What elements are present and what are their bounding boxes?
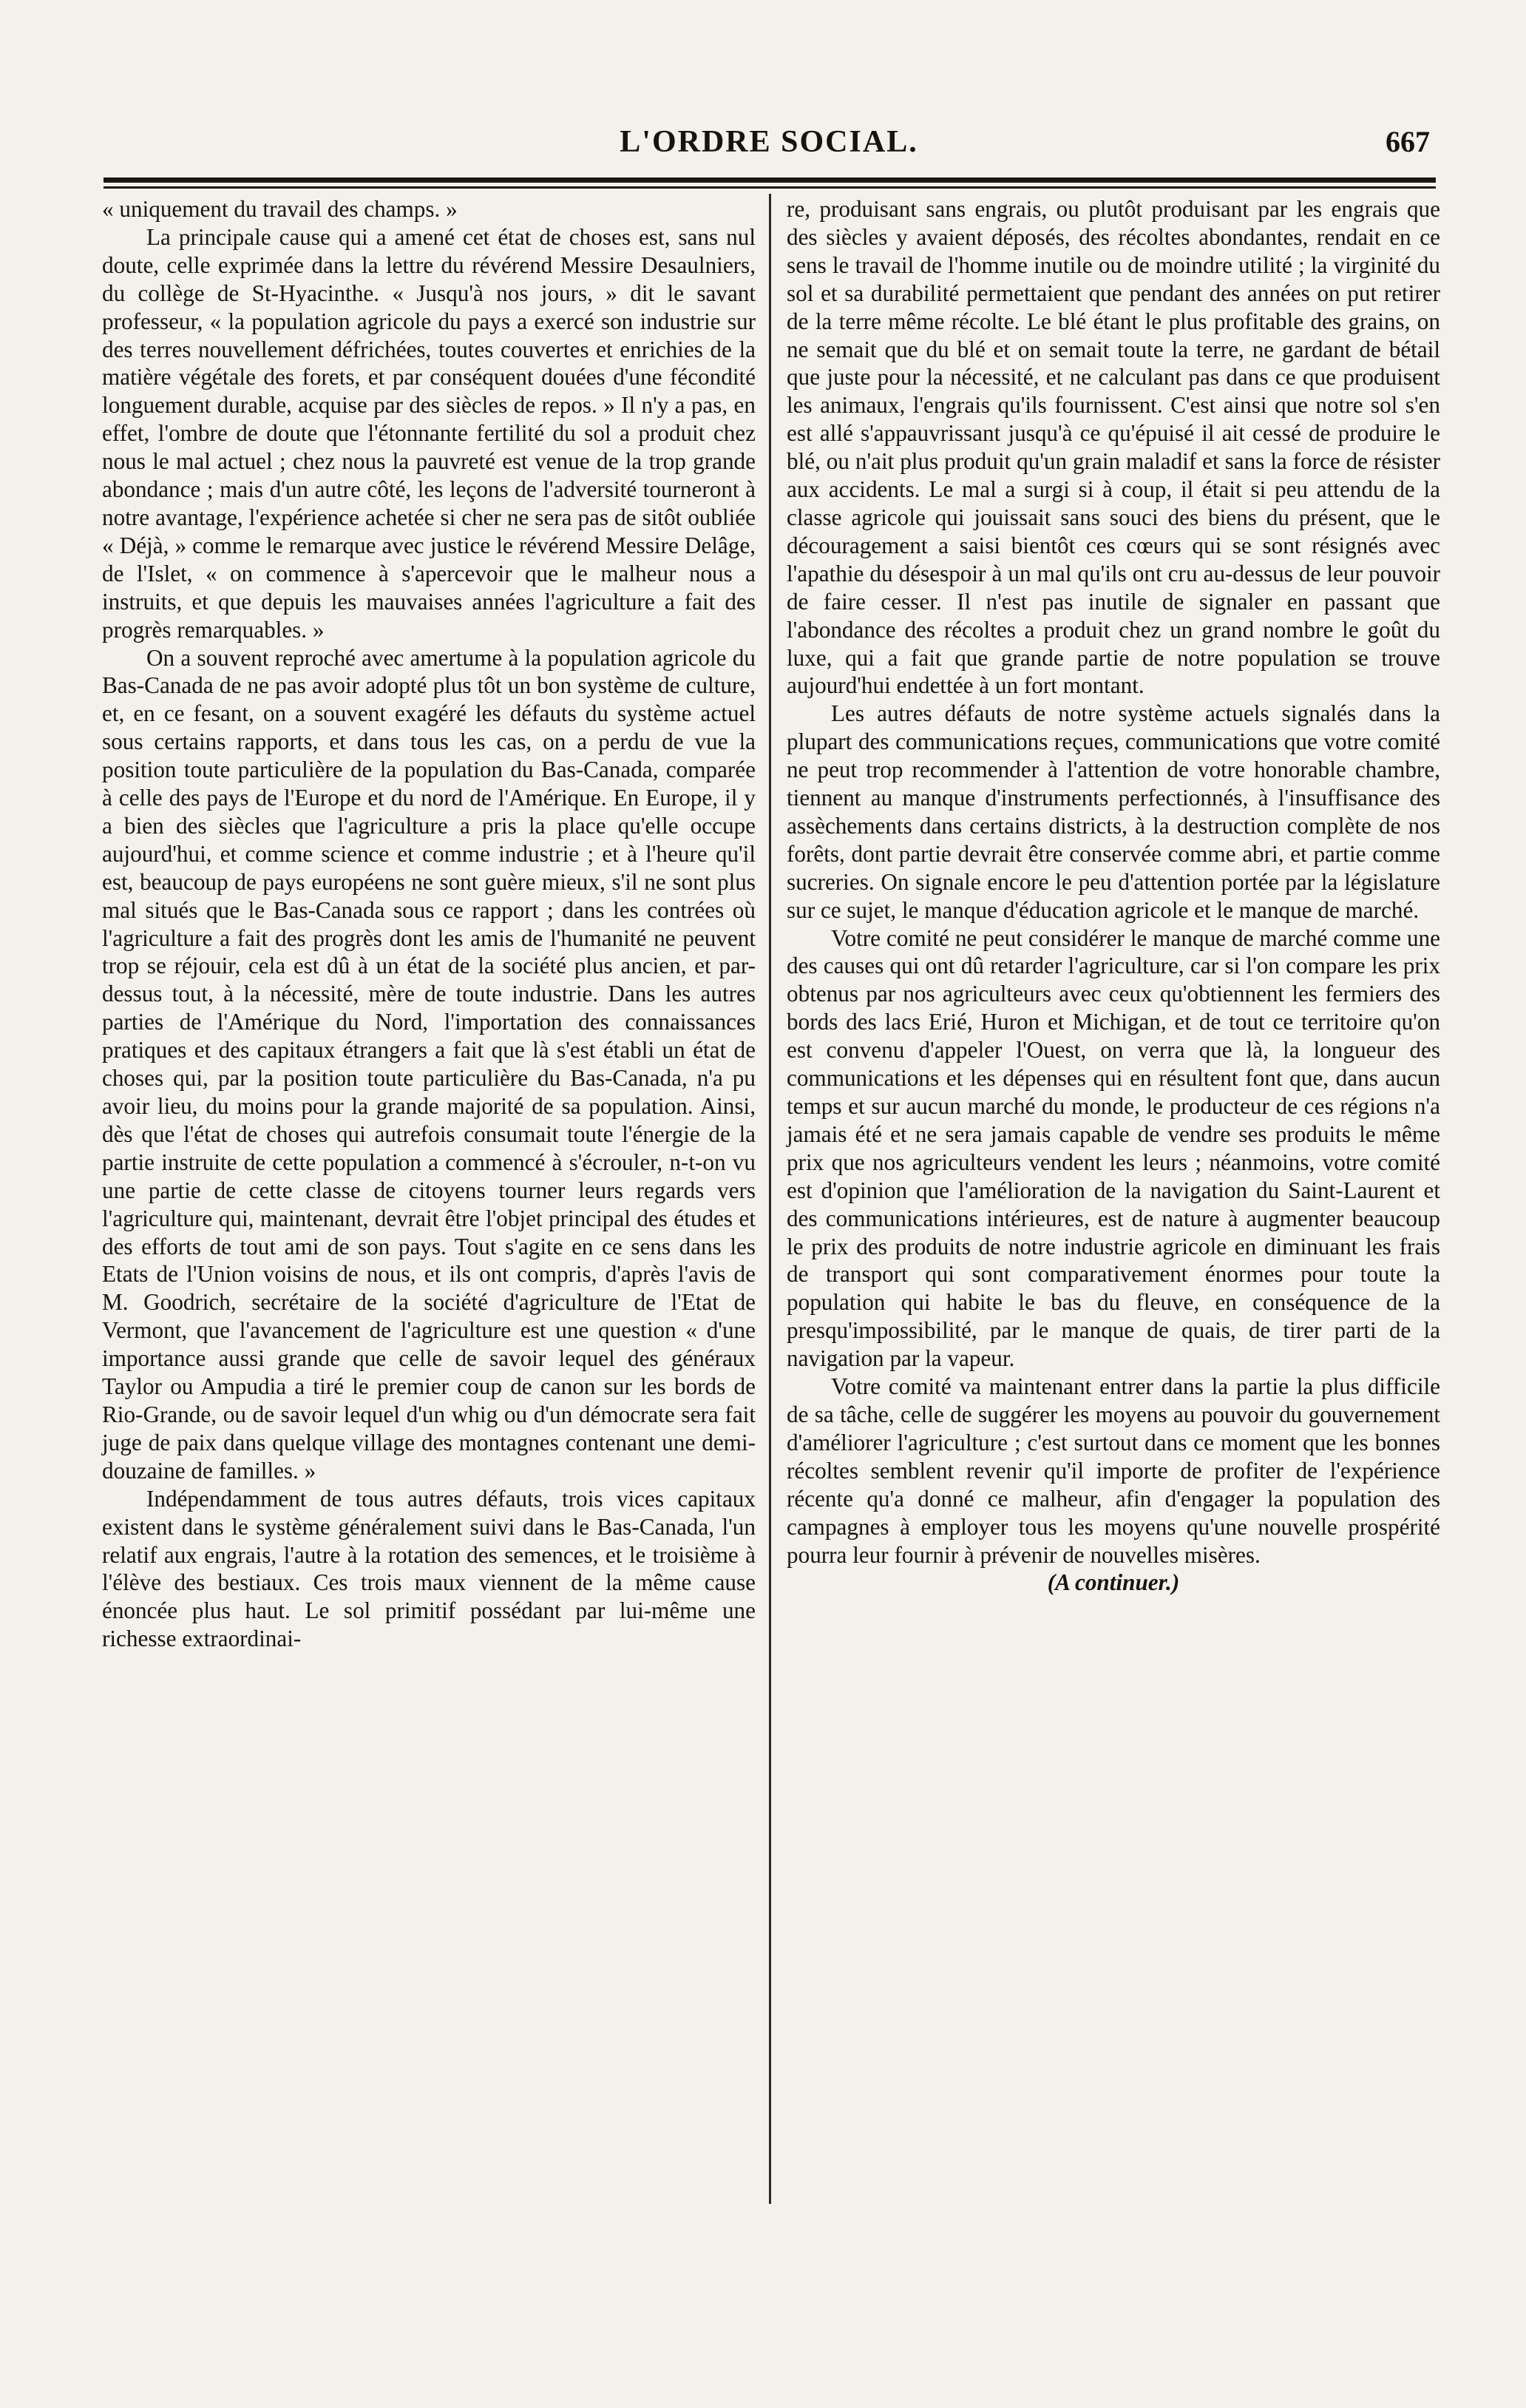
left-paragraph-2: La principale cause qui a amené cet état de choses est, sans nul doute, celle exprimée dans la lettre du révérend Messire Desaulniers, du collège de St-Hyacinthe. « Jusqu'à nos jours, » dit le savant professeur, « la population agricole du pays a exercé son industrie sur des terres nouvellement défrichées, toutes couvertes et enrichies de la matière végétale des forets, et par conséquent douées d'une fécondité longuement durable, acquise par des siècles de repos. » Il n'y a pas, en effet, l'ombre de doute que l'étonnante fertilité du sol a produit chez nous le mal actuel ; chez nous la pauvreté est venue de la trop grande abondance ; mais d'un autre côté, les leçons de l'adversité tourneront à notre avantage, l'expérience achetée si cher ne sera pas de sitôt oubliée « Déjà, » comme le remarque avec justice le révérend Messire Delâge, de l'Islet, « on commence à s'apercevoir que le malheur nous a instruits, et que depuis les mauvaises années l'agriculture a fait des progrès remarquables. »: [102, 223, 756, 643]
left-paragraph-1: « uniquement du travail des champs. »: [102, 196, 458, 222]
right-paragraph-4: Votre comité va maintenant entrer dans la partie la plus difficile de sa tâche, celle de suggérer les moyens au pouvoir du gouvernement d'améliorer l'agriculture ; c'est surtout dans ce moment que les bonnes récoltes semblent revenir qu'il importe de profiter de l'expérience récente qu'a donné ce malheur, afin d'engager la population des campagnes à employer tous les moyens qu'une nouvelle prospérité pourra leur fournir à prévenir de nouvelles misères.: [787, 1373, 1440, 1568]
column-divider: [769, 194, 771, 2204]
right-paragraph-1: re, produisant sans engrais, ou plutôt produisant par les engrais que des siècles y avaient déposés, des récoltes abondantes, rendait en ce sens le travail de l'homme inutile ou de moindre utilité ; la virginité du sol et sa durabilité permettaient que pendant des années on put retirer de la terre même récolte. Le blé étant le plus profitable des grains, on ne semait que du blé et on semait toute la terre, ne gardant de bétail que juste pour la nécessité, et ne calculant pas dans ce que produisent les animaux, l'engrais qu'ils fournissent. C'est ainsi que notre sol s'en est allé s'appauvrissant jusqu'à ce qu'épuisé il ait cessé de produire le blé, ou n'ait plus produit qu'un grain maladif et sans la force de résister aux accidents. Le mal a surgi si à coup, il était si peu attendu de la classe agricole qui jouissait sans souci des biens du présent, que le découragement a saisi bientôt ces cœurs qui se sont résignés avec l'apathie du désespoir à un mal qu'ils ont cru au-dessus de leur pouvoir de faire cesser. Il n'est pas inutile de signaler en passant que l'abondance des récoltes a produit chez un grand nombre le goût du luxe, qui a fait que grande partie de notre population se trouve aujourd'hui endettée à un fort montant.: [787, 196, 1440, 699]
right-paragraph-2: Les autres défauts de notre système actuels signalés dans la plupart des communications reçues, communications que votre comité ne peut trop recommender à l'attention de votre honorable chambre, tiennent au manque d'instruments perfectionnés, à l'insuffisance des assèchements dans certains districts, à la destruction complète de nos forêts, dont partie devrait être conservée comme abri, et partie comme sucreries. On signale encore le peu d'attention portée par la législature sur ce sujet, le manque d'éducation agricole et le manque de marché.: [787, 700, 1440, 923]
header-rule-thin: [104, 186, 1436, 189]
left-column: [102, 195, 756, 1653]
continuation-note: (A continuer.): [1047, 1569, 1180, 1596]
page-number: 667: [1386, 125, 1430, 158]
header-rule-thick: [104, 177, 1436, 183]
left-paragraph-3: On a souvent reproché avec amertume à la population agricole du Bas-Canada de ne pas avoir adopté plus tôt un bon système de culture, et, en ce fesant, on a souvent exagéré les défauts du système actuel sous certains rapports, et dans tous les cas, on a perdu de vue la position toute particulière de la population du Bas-Canada, comparée à celle des pays de l'Europe et du nord de l'Amérique. En Europe, il y a bien des siècles que l'agriculture a pris la place qu'elle occupe aujourd'hui, et comme science et comme industrie ; et à l'heure qu'il est, beaucoup de pays européens ne sont guère mieux, s'il ne sont plus mal situés que le Bas-Canada sous ce rapport ; dans les contrées où l'agriculture a fait des progrès dont les amis de l'humanité ne peuvent trop se réjouir, cela est dû à un état de la société plus ancien, et par-dessus tout, à la nécessité, mère de toute industrie. Dans les autres parties de l'Amérique du Nord, l'importation des connaissances pratiques et des capitaux étrangers a fait que là s'est établi un état de choses qui, par la position toute particulière du Bas-Canada, n'a pu avoir lieu, du moins pour la grande majorité de sa population. Ainsi, dès que l'état de choses qui autrefois consumait toute l'énergie de la partie instruite de cette population a commencé à s'écrouler, n-t-on vu une partie de cette classe de citoyens tourner leurs regards vers l'agriculture qui, maintenant, devrait être l'objet principal des études et des efforts de tout ami de son pays. Tout s'agite en ce sens dans les Etats de l'Union voisins de nous, et ils ont compris, d'après l'avis de M. Goodrich, secrétaire de la société d'agriculture de l'Etat de Vermont, que l'avancement de l'agriculture est une question « d'une importance aussi grande que celle de savoir lequel des généraux Taylor ou Ampudia a tiré le premier coup de canon sur les bords de Rio-Grande, ou de savoir lequel d'un whig ou d'un démocrate sera fait juge de paix dans quelque village des montagnes contenant une demi-douzaine de familles. »: [102, 644, 756, 1484]
right-paragraph-3: Votre comité ne peut considérer le manque de marché comme une des causes qui ont dû retarder l'agriculture, car si l'on compare les prix obtenus par nos agriculteurs avec ceux qu'obtiennent les fermiers des bords des lacs Erié, Huron et Michigan, et de tout ce territoire qu'on est convenu d'appeler l'Ouest, on verra que là, la longueur des communications et les dépenses qui en résultent font que, dans aucun temps et sur aucun marché du monde, le producteur de ces régions n'a jamais été et ne sera jamais capable de vendre ses produits le même prix que nos agriculteurs vendent les leurs ; néanmoins, votre comité est d'opinion que l'amélioration de la navigation du Saint-Laurent et des communications intérieures, est de nature à augmenter beaucoup le prix des produits de notre industrie agricole en diminuant les frais de transport qui sont comparativement énormes pour toute la population qui habite le bas du fleuve, en conséquence de la presqu'impossibilité, par le manque de quais, de tirer parti de la navigation par la vapeur.: [787, 924, 1440, 1372]
page-header: [104, 124, 1434, 169]
left-paragraph-4: Indépendamment de tous autres défauts, trois vices capitaux existent dans le système généralement suivi dans le Bas-Canada, l'un relatif aux engrais, l'autre à la rotation des semences, et le troisième à l'élève des bestiaux. Ces trois maux viennent de la même cause énoncée plus haut. Le sol primitif possédant par lui-même une richesse extraordinai-: [102, 1485, 756, 1652]
right-column: [787, 195, 1440, 1597]
running-title: L'ORDRE SOCIAL.: [620, 125, 918, 159]
